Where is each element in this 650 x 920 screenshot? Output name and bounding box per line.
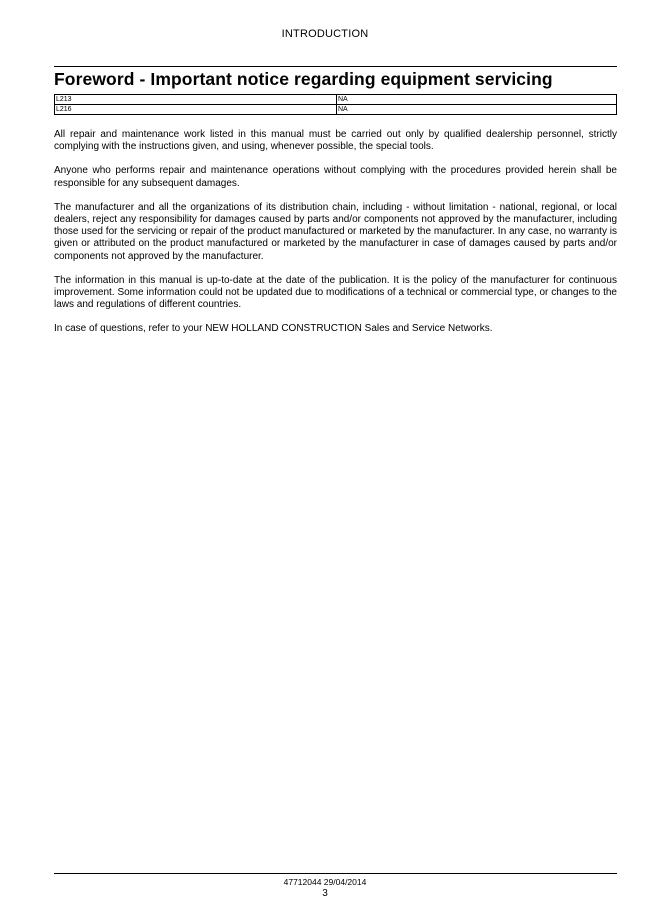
page-title: Foreword - Important notice regarding equipment servicing (54, 69, 553, 89)
paragraph-qualified-personnel: All repair and maintenance work listed in this manual must be carried out only by qualified dealership personnel, strictly complying with the instructions given, and using, whenever possible, the special tools. (54, 129, 617, 153)
paragraph-responsibility: Anyone who performs repair and maintenance operations without complying with the procedures provided herein shall be responsible for any subsequent damages. (54, 165, 617, 189)
model-cell: L216 (55, 105, 337, 115)
footer-divider (54, 873, 617, 874)
market-cell: NA (337, 95, 617, 105)
table-row (55, 95, 617, 105)
paragraph-liability: The manufacturer and all the organizations of its distribution chain, including - without limitation - national, regional, or local dealers, reject any responsibility for damages caused by parts and/or components not approved by the manufacturer, including those used for the servicing or repair of the product manufactured or marketed by the manufacturer. In any case, no warranty is given or attributed on the product manufactured or marketed by the manufacturer in case of damages caused by parts and/or components not approved by the manufacturer. (54, 201, 617, 262)
document-id: 47712044 29/04/2014 (283, 877, 367, 887)
section-header: INTRODUCTION (281, 28, 369, 40)
market-cell: NA (337, 105, 617, 115)
model-cell: L213 (55, 95, 337, 105)
title-divider (54, 66, 617, 67)
applicability-table (54, 94, 617, 115)
page-number: 3 (322, 888, 328, 899)
body-text (54, 129, 617, 348)
paragraph-questions: In case of questions, refer to your NEW HOLLAND CONSTRUCTION Sales and Service Networks. (54, 323, 493, 335)
table-row (55, 105, 617, 115)
paragraph-information-updates: The information in this manual is up-to-date at the date of the publication. It is the policy of the manufacturer for continuous improvement. Some information could not be updated due to modifications of a technical or commercial type, or changes to the laws and regulations of different countries. (54, 274, 617, 311)
